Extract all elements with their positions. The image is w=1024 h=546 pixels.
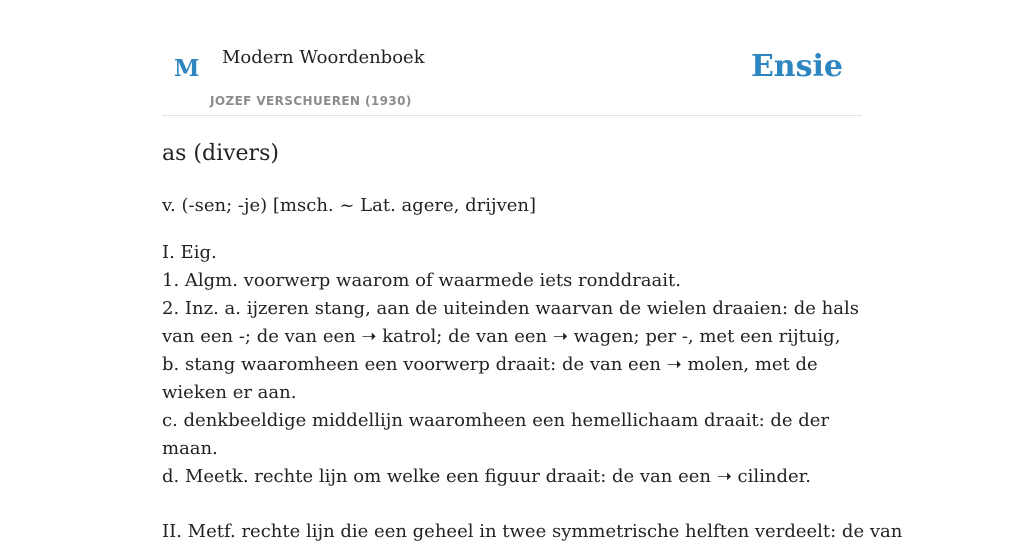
- page-content: [162, 0, 903, 542]
- book-title-link[interactable]: Modern Woordenboek: [222, 47, 425, 68]
- definition-line: II. Metf. rechte lijn die een geheel in twee symmetrische helften verdeelt: de van: [162, 521, 903, 542]
- brand-logo-link[interactable]: Ensie: [750, 49, 843, 84]
- dictionary-logo[interactable]: M: [174, 55, 200, 82]
- header: [162, 0, 862, 116]
- definition-line: b. stang waaromheen een voorwerp draait: de van een ➝ molen, met de wieken er aan.: [162, 354, 818, 403]
- section-gap: [162, 491, 862, 518]
- entry-term: as (divers): [162, 141, 279, 166]
- definition-line: 2. Inz. a. ijzeren stang, aan de uiteinden waarvan de wielen draaien: de hals van een -; de van een ➝ katrol; de van een ➝ wagen; per -, met een rijtuig,: [162, 298, 859, 347]
- definition-line: d. Meetk. rechte lijn om welke een figuur draait: de van een ➝ cilinder.: [162, 466, 811, 487]
- definition-line: c. denkbeeldige middellijn waaromheen een hemellichaam draait: de der maan.: [162, 410, 830, 459]
- entry-grammar: v. (-sen; -je) [msch. ~ Lat. agere, drijven]: [162, 195, 537, 216]
- definition-line: I. Eig.: [162, 242, 217, 263]
- book-author: JOZEF VERSCHUEREN (1930): [210, 94, 412, 108]
- definition-line: 1. Algm. voorwerp waarom of waarmede iets ronddraait.: [162, 270, 681, 291]
- entry-definitions: [162, 239, 903, 546]
